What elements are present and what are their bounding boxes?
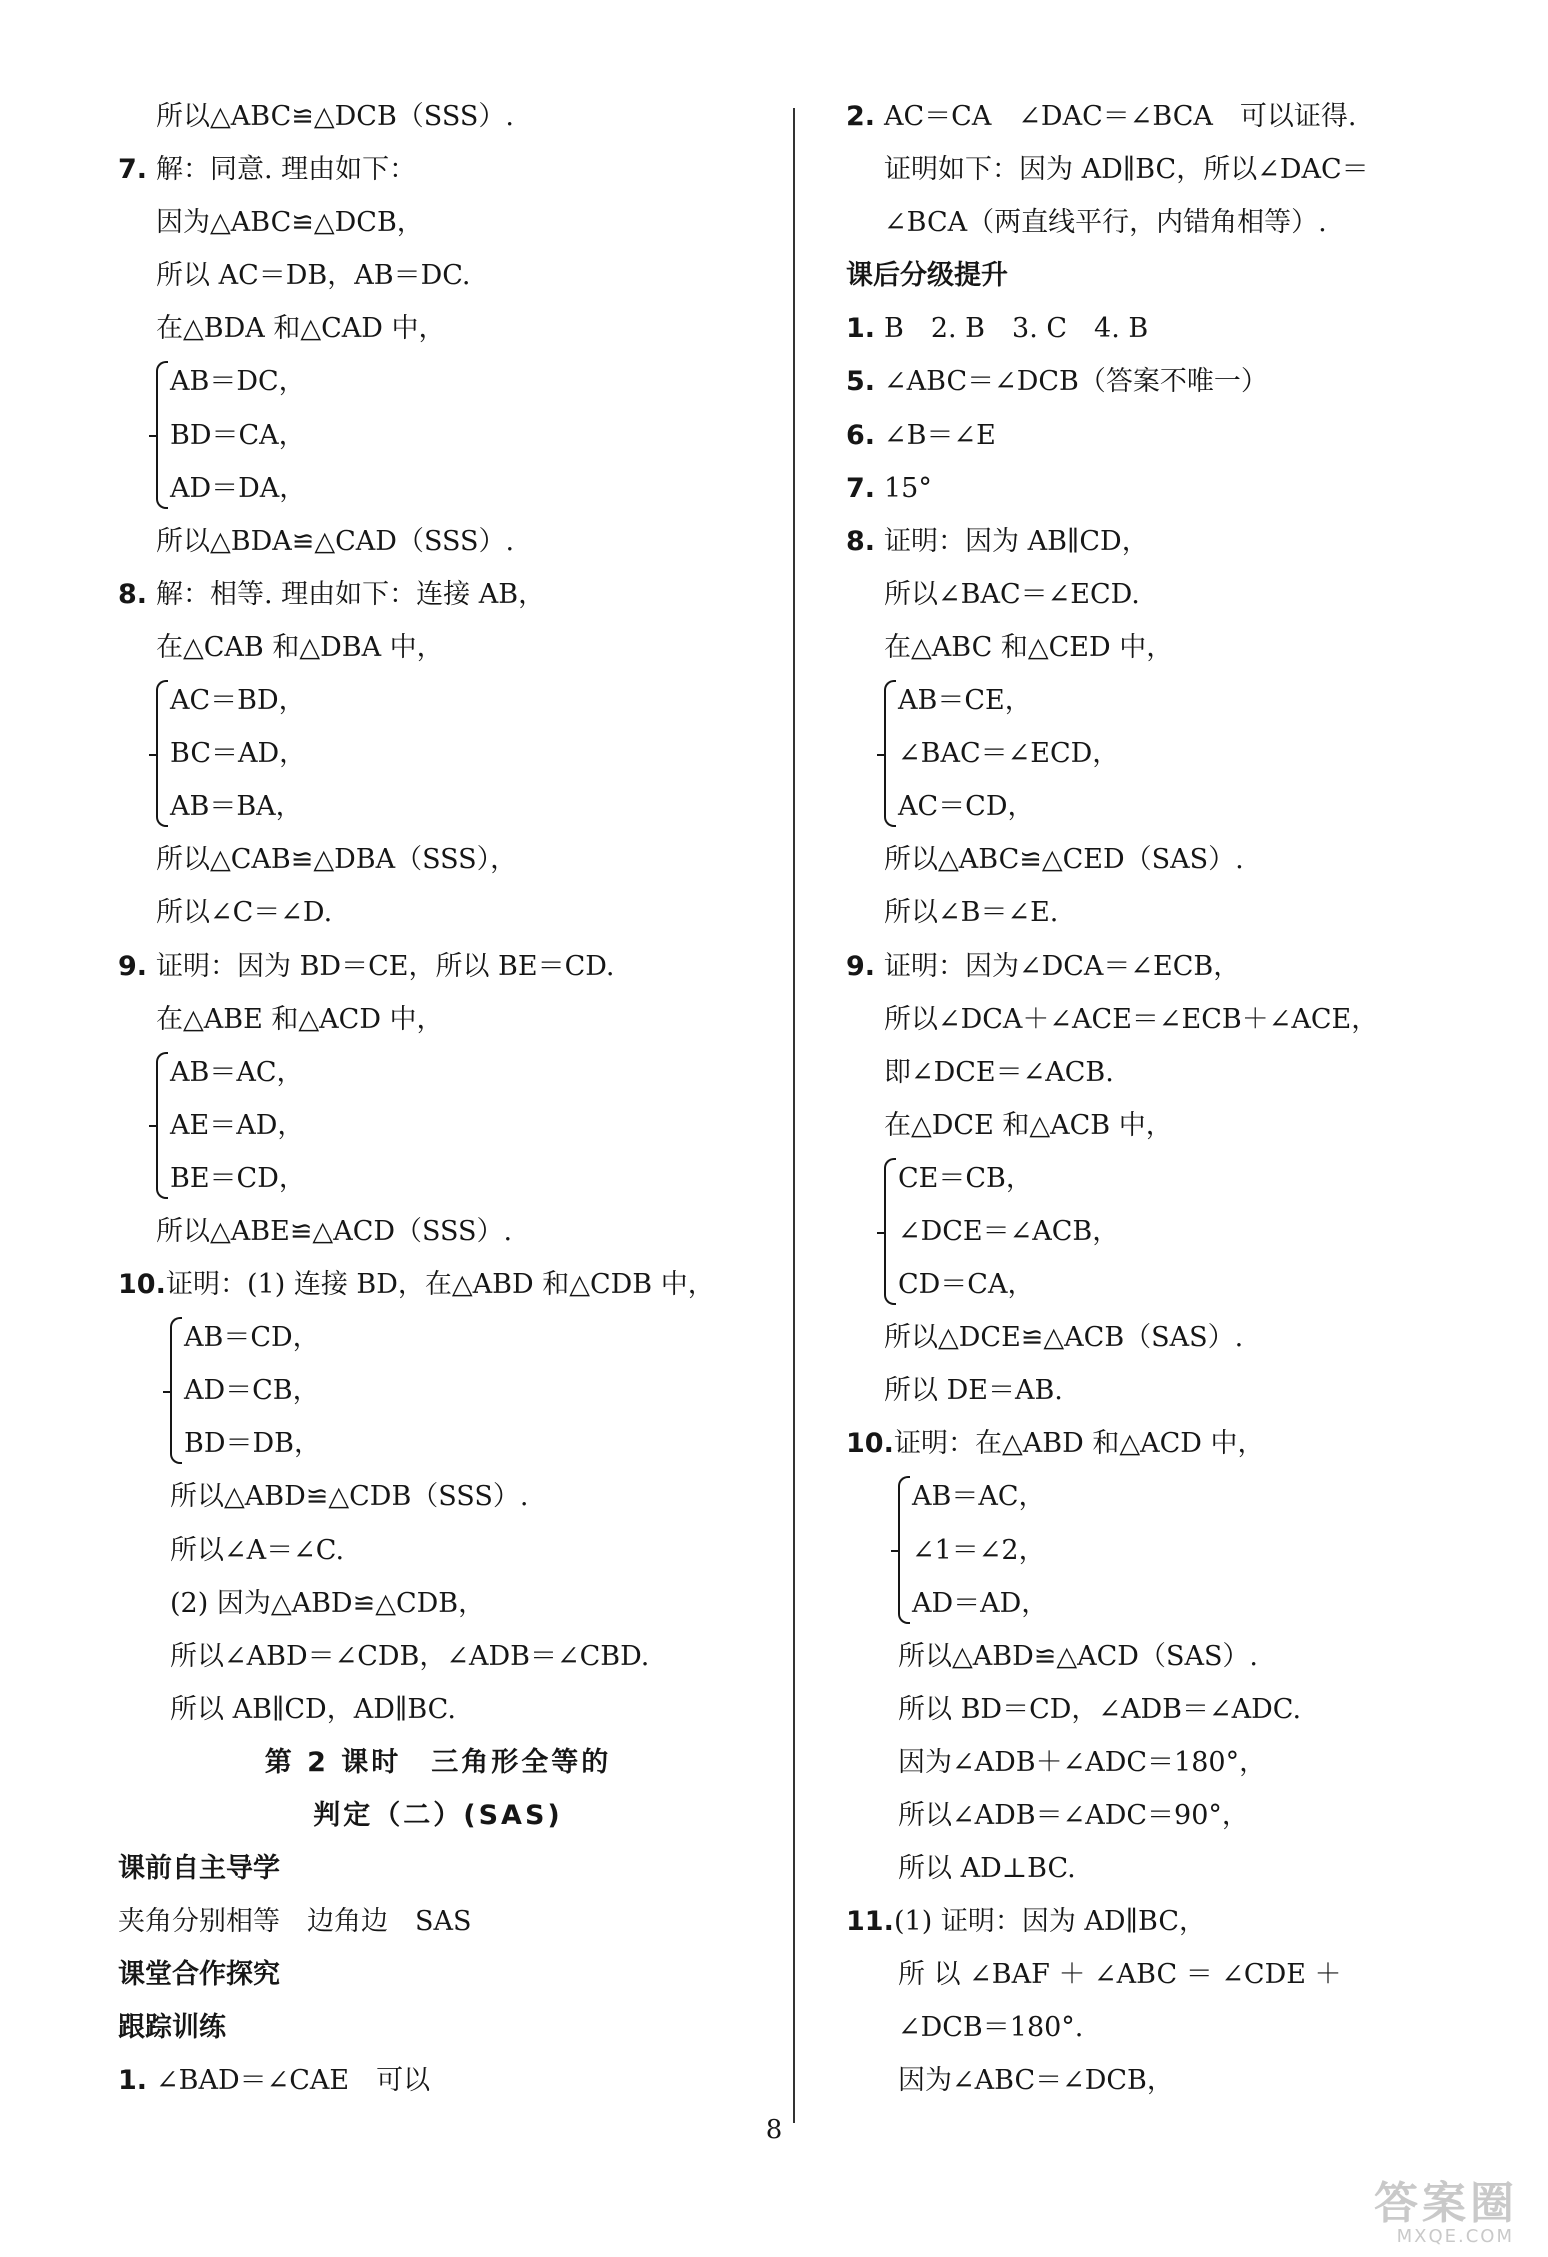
left-column bbox=[118, 90, 758, 2108]
item-text: 证明：因为 AB∥CD， bbox=[884, 525, 1149, 557]
answer-item bbox=[118, 568, 758, 621]
item-text: (1) 证明：因为 AD∥BC， bbox=[894, 1906, 1207, 1938]
item-text: 证明：因为 BD＝CE，所以 BE＝CD. bbox=[156, 950, 615, 982]
item-number: 5. bbox=[846, 366, 876, 398]
brace-condition-line: CE＝CB， bbox=[898, 1162, 1033, 1194]
item-text: 证明：因为∠DCA＝∠ECB， bbox=[884, 950, 1241, 982]
item-text: 15° bbox=[884, 472, 932, 504]
section-heading: 跟踪训练 bbox=[118, 2012, 226, 2044]
answer-line: 所以 AD⊥BC. bbox=[898, 1853, 1076, 1885]
answer-line: 所以 AB∥CD，AD∥BC. bbox=[170, 1693, 456, 1725]
item-number: 1. bbox=[118, 2065, 148, 2097]
answer-line: (2) 因为△ABD≌△CDB， bbox=[170, 1587, 486, 1619]
answer-line: 所以△ABD≌△ACD（SAS）. bbox=[898, 1640, 1259, 1672]
item-number: 9. bbox=[118, 950, 148, 982]
answer-line: 所以△ABE≌△ACD（SSS）. bbox=[156, 1215, 513, 1247]
brace-condition-line: AB＝BA， bbox=[170, 791, 303, 823]
item-number: 10. bbox=[118, 1269, 166, 1301]
answer-item bbox=[118, 940, 758, 993]
answer-item bbox=[118, 143, 758, 196]
answer-line: 因为△ABC≌△DCB， bbox=[156, 207, 424, 239]
answer-item bbox=[846, 409, 1486, 462]
answer-line: 所以△DCE≌△ACB（SAS）. bbox=[884, 1322, 1244, 1354]
answer-line: 在△CAB 和△DBA 中， bbox=[156, 631, 444, 663]
item-number: 8. bbox=[118, 578, 148, 610]
brace-condition-line: AB＝CD， bbox=[184, 1322, 320, 1354]
brace-condition-line: AB＝AC， bbox=[170, 1056, 304, 1088]
brace-condition-line: AB＝AC， bbox=[912, 1481, 1046, 1513]
brace-group bbox=[118, 674, 758, 833]
item-text: 解：相等. 理由如下：连接 AB， bbox=[156, 578, 546, 610]
answer-line: 在△DCE 和△ACB 中， bbox=[884, 1109, 1173, 1141]
answer-line: 所以△ABC≌△CED（SAS）. bbox=[884, 844, 1244, 876]
brace-condition-line: AD＝DA， bbox=[170, 472, 307, 504]
answer-line: 所以 DE＝AB. bbox=[884, 1375, 1063, 1407]
item-text: B 2. B 3. C 4. B bbox=[884, 313, 1149, 345]
lesson-title: 判定（二）(SAS) bbox=[313, 1800, 563, 1831]
item-number: 1. bbox=[846, 313, 876, 345]
answer-line: 在△BDA 和△CAD 中， bbox=[156, 313, 446, 345]
answer-line: 所以∠C＝∠D. bbox=[156, 897, 333, 929]
answer-line: 所以△BDA≌△CAD（SSS）. bbox=[156, 525, 515, 557]
item-text: AC＝CA ∠DAC＝∠BCA 可以证得. bbox=[884, 101, 1357, 132]
item-text: ∠BAD＝∠CAE 可以 bbox=[156, 2065, 431, 2097]
brace-group bbox=[118, 355, 758, 514]
item-number: 11. bbox=[846, 1906, 894, 1938]
answer-line: ∠DCB＝180°. bbox=[898, 2012, 1084, 2044]
item-text: ∠B＝∠E bbox=[884, 419, 996, 451]
brace-condition-line: AE＝AD， bbox=[170, 1109, 305, 1141]
brace-condition-line: AB＝CE， bbox=[898, 685, 1032, 717]
brace-condition-line: BE＝CD， bbox=[170, 1162, 306, 1194]
answer-item bbox=[118, 1258, 758, 1311]
answer-line: 所以△ABC≌△DCB（SSS）. bbox=[156, 101, 514, 132]
lesson-title: 第 2 课时 三角形全等的 bbox=[264, 1746, 612, 1778]
answer-line: 因为∠ABC＝∠DCB， bbox=[898, 2065, 1174, 2097]
section-heading: 课后分级提升 bbox=[846, 260, 1008, 292]
answer-line: 所以∠B＝∠E. bbox=[884, 897, 1059, 929]
brace-condition-line: AD＝AD， bbox=[912, 1587, 1049, 1619]
brace-condition-line: AD＝CB， bbox=[184, 1375, 320, 1407]
answer-item bbox=[118, 2054, 758, 2107]
answer-line: 因为∠ADB＋∠ADC＝180°， bbox=[898, 1746, 1267, 1778]
answer-item bbox=[846, 90, 1486, 143]
brace-group bbox=[846, 674, 1486, 833]
answer-line: 证明如下：因为 AD∥BC，所以∠DAC＝ bbox=[884, 154, 1369, 186]
answer-line: 在△ABC 和△CED 中， bbox=[884, 631, 1174, 663]
answer-line: 所以∠ABD＝∠CDB，∠ADB＝∠CBD. bbox=[170, 1640, 650, 1672]
answer-line: 所以∠DCA＋∠ACE＝∠ECB＋∠ACE， bbox=[884, 1003, 1379, 1035]
right-column bbox=[846, 90, 1486, 2108]
answer-line: 夹角分别相等 边角边 SAS bbox=[118, 1906, 472, 1938]
answer-line: 所以△CAB≌△DBA（SSS）， bbox=[156, 844, 518, 876]
brace-condition-line: ∠DCE＝∠ACB， bbox=[898, 1215, 1120, 1247]
brace-group bbox=[846, 1470, 1486, 1629]
answer-line: 所以 AC＝DB，AB＝DC. bbox=[156, 260, 471, 292]
item-number: 7. bbox=[846, 472, 876, 504]
answer-line: 所以△ABD≌△CDB（SSS）. bbox=[170, 1481, 529, 1513]
answer-line: 所以∠ADB＝∠ADC＝90°， bbox=[898, 1800, 1249, 1831]
answer-item bbox=[846, 940, 1486, 993]
answer-item bbox=[846, 1417, 1486, 1470]
answer-item bbox=[846, 1895, 1486, 1948]
answer-line: 所以∠BAC＝∠ECD. bbox=[884, 578, 1140, 610]
item-number: 6. bbox=[846, 419, 876, 451]
item-text: 证明：(1) 连接 BD，在△ABD 和△CDB 中， bbox=[166, 1269, 715, 1301]
item-number: 8. bbox=[846, 525, 876, 557]
answer-line: 所 以 ∠BAF ＋ ∠ABC ＝ ∠CDE ＋ bbox=[898, 1959, 1342, 1991]
brace-group bbox=[118, 1311, 758, 1470]
brace-condition-line: BC＝AD， bbox=[170, 738, 307, 770]
brace-condition-line: BD＝CA， bbox=[170, 419, 306, 451]
item-text: 解：同意. 理由如下： bbox=[156, 154, 417, 186]
answer-line: ∠BCA（两直线平行，内错角相等）. bbox=[884, 207, 1327, 239]
item-number: 10. bbox=[846, 1428, 894, 1460]
watermark-url: MXQE.COM bbox=[1396, 2226, 1514, 2247]
brace-condition-line: AC＝CD， bbox=[898, 791, 1035, 823]
brace-condition-line: ∠1＝∠2， bbox=[912, 1534, 1046, 1566]
item-number: 9. bbox=[846, 950, 876, 982]
answer-line: 所以 BD＝CD，∠ADB＝∠ADC. bbox=[898, 1693, 1302, 1725]
brace-condition-line: BD＝DB， bbox=[184, 1428, 321, 1460]
brace-group bbox=[846, 1152, 1486, 1311]
brace-condition-line: ∠BAC＝∠ECD， bbox=[898, 738, 1120, 770]
column-divider bbox=[793, 108, 795, 2123]
section-heading: 课堂合作探究 bbox=[118, 1959, 280, 1991]
brace-condition-line: AB＝DC， bbox=[170, 366, 306, 398]
answer-line: 在△ABE 和△ACD 中， bbox=[156, 1003, 444, 1035]
section-heading: 课前自主导学 bbox=[118, 1853, 280, 1885]
brace-group bbox=[118, 1046, 758, 1205]
item-text: ∠ABC＝∠DCB（答案不唯一） bbox=[884, 366, 1268, 398]
brace-condition-line: AC＝BD， bbox=[170, 685, 306, 717]
page-number: 8 bbox=[765, 2115, 783, 2145]
watermark-logo bbox=[1318, 2167, 1528, 2247]
item-text: 证明：在△ABD 和△ACD 中， bbox=[894, 1428, 1265, 1460]
item-number: 7. bbox=[118, 154, 148, 186]
answer-item bbox=[846, 515, 1486, 568]
answer-item bbox=[846, 355, 1486, 408]
item-number: 2. bbox=[846, 101, 876, 132]
watermark-text: 答案圈 bbox=[1374, 2178, 1518, 2229]
answer-line: 所以∠A＝∠C. bbox=[170, 1534, 345, 1566]
answer-line: 即∠DCE＝∠ACB. bbox=[884, 1056, 1114, 1088]
answer-item bbox=[846, 462, 1486, 515]
brace-condition-line: CD＝CA， bbox=[898, 1269, 1035, 1301]
answer-item bbox=[846, 302, 1486, 355]
